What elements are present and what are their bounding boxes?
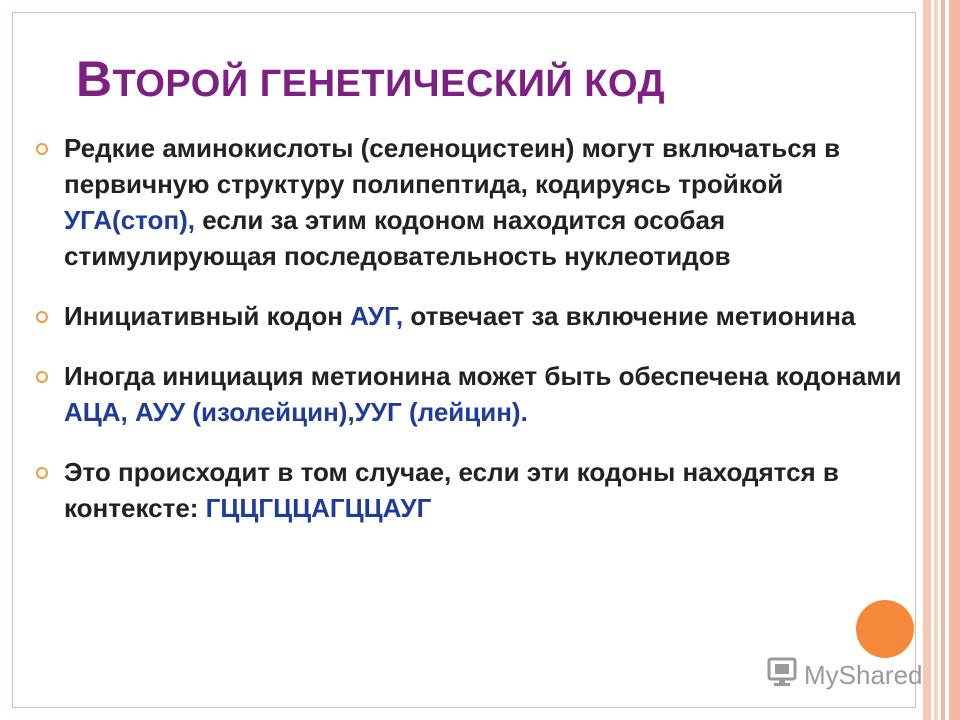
- bullet-marker-icon: [36, 371, 48, 383]
- bullet-marker-icon: [36, 467, 48, 479]
- bullet-item: [36, 454, 906, 526]
- bullet-text: Инициативный кодон: [64, 301, 351, 331]
- bullet-highlight: УГА(стоп),: [64, 205, 196, 235]
- watermark[interactable]: [766, 655, 923, 696]
- bullet-text: если за этим кодоном находится особая стимулирующая последовательность нуклеотидов: [64, 205, 731, 271]
- decorative-circle: [856, 600, 914, 658]
- decorative-stripe: [945, 0, 949, 720]
- bullet-item: [36, 358, 906, 430]
- title-initial: В: [76, 51, 113, 107]
- bullet-list: [36, 130, 906, 550]
- bullet-text: Редкие аминокислоты (селеноцистеин) могут включаться в первичную структуру полипептида, кодируясь тройкой: [64, 133, 841, 199]
- myshared-logo-icon: [766, 655, 804, 696]
- slide-title: [76, 50, 876, 108]
- watermark-text: MyShared: [804, 660, 923, 690]
- bullet-item: [36, 298, 906, 334]
- decorative-stripe: [923, 0, 931, 720]
- bullet-text: Иногда инициация метионина может быть обеспечена кодонами: [64, 361, 902, 391]
- bullet-highlight: ГЦЦГЦЦАГЦЦАУГ: [205, 493, 432, 523]
- bullet-item: [36, 130, 906, 274]
- bullet-marker-icon: [36, 311, 48, 323]
- title-rest: ТОРОЙ ГЕНЕТИЧЕСКИЙ КОД: [112, 63, 666, 105]
- bullet-marker-icon: [36, 143, 48, 155]
- bullet-text: Это происходит в том случае, если эти кодоны находятся в контексте:: [64, 457, 839, 523]
- bullet-highlight: АУГ,: [350, 301, 404, 331]
- bullet-highlight: АЦА, АУУ (изолейцин),УУГ (лейцин).: [64, 397, 528, 427]
- bullet-text: отвечает за включение метионина: [403, 301, 856, 331]
